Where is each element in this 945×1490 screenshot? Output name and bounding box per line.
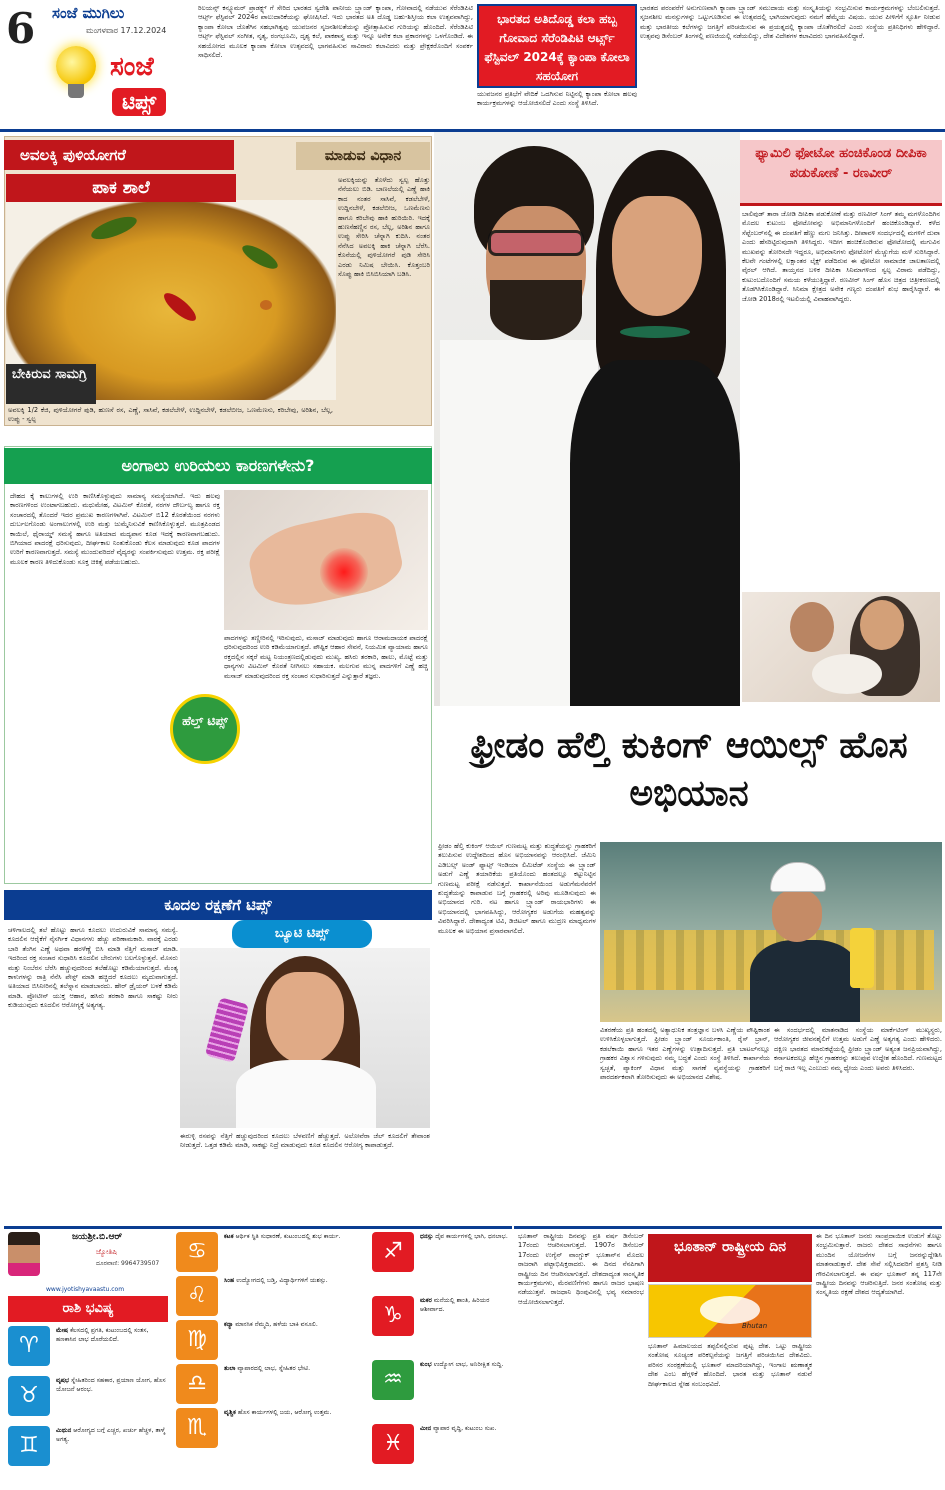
recipe-method-text: ಅವಲಕ್ಕಿಯನ್ನು ತೊಳೆದು ಸ್ವಲ್ಪ ಹೊತ್ತು ನೆನೆಯಲು ಬಿಡಿ. ಬಾಣಲೆಯಲ್ಲಿ ಎಣ್ಣೆ ಹಾಕಿ ಕಾದ ನಂತರ ಸಾಸಿವೆ, ಕಡಲೆಬೇಳೆ, ಉದ್ದಿನಬೇಳೆ, ಕಡಲೆಬೀಜ, ಒಣಮೆಣಸು ಹಾಗೂ ಕರಿಬೇವು ಹಾಕಿ ಹುರಿಯಿರಿ. ಇದಕ್ಕೆ ಹುಣಸೆಹಣ್ಣಿನ ರಸ, ಬೆಲ್ಲ, ಅರಿಶಿನ ಹಾಗೂ ಉಪ್ಪು ಸೇರಿಸಿ ಚೆನ್ನಾಗಿ ಕುದಿಸಿ. ನಂತರ ನೆನೆಸಿದ ಅವಲಕ್ಕಿ ಹಾಕಿ ಚೆನ್ನಾಗಿ ಬೆರೆಸಿ. ಕೊನೆಯಲ್ಲಿ ಪುಳಿಯೋಗರೆ ಪುಡಿ ಸೇರಿಸಿ ಎರಡು ನಿಮಿಷ ಬೇಯಿಸಿ. ಕೊತ್ತಂಬರಿ ಸೊಪ್ಪು ಹಾಕಿ ಬಿಸಿಬಿಸಿಯಾಗಿ ಬಡಿಸಿ.	[338, 176, 430, 279]
health-article-left: ದೇಹದ ಕೈ ಕಾಲುಗಳಲ್ಲಿ ಉರಿ ಕಾಣಿಸಿಕೊಳ್ಳುವುದು ಸಾಮಾನ್ಯ ಸಮಸ್ಯೆಯಾಗಿದೆ. ಇದು ಹಲವು ಕಾರಣಗಳಿಂದ ಉಂಟಾಗಬಹುದು. ಮಧುಮೇಹ, ವಿಟಮಿನ್ ಕೊರತೆ, ನರಗಳ ದೌರ್ಬಲ್ಯ ಹಾಗೂ ರಕ್ತ ಸಂಚಾರದಲ್ಲಿ ತೊಂದರೆ ಇದರ ಪ್ರಮುಖ ಕಾರಣಗಳಾಗಿವೆ. ವಿಟಮಿನ್ ಬಿ12 ಕೊರತೆಯಿಂದ ನರಗಳು ದುರ್ಬಲಗೊಂಡು ಅಂಗಾಲುಗಳಲ್ಲಿ ಉರಿ ಮತ್ತು ಜುಮ್ಮೆನಿಸುವಿಕೆ ಕಾಣಿಸಿಕೊಳ್ಳುತ್ತದೆ. ಮೂತ್ರಪಿಂಡದ ಕಾಯಿಲೆ, ಥೈರಾಯ್ಡ್ ಸಮಸ್ಯೆ ಹಾಗೂ ಅತಿಯಾದ ಮದ್ಯಪಾನ ಕೂಡ ಇದಕ್ಕೆ ಕಾರಣವಾಗಬಹುದು. ಬಿಗಿಯಾದ ಪಾದರಕ್ಷೆ ಧರಿಸುವುದು, ದೀರ್ಘಕಾಲ ನಿಂತುಕೊಂಡು ಕೆಲಸ ಮಾಡುವುದು ಕೂಡ ಪಾದಗಳ ಉರಿಗೆ ಕಾರಣವಾಗುತ್ತದೆ. ಸಮಸ್ಯೆ ಮುಂದುವರಿದರೆ ವೈದ್ಯರನ್ನು ಸಂಪರ್ಕಿಸುವುದು ಉತ್ತಮ. ರಕ್ತ ಪರೀಕ್ಷೆ ಮೂಲಕ ಕಾರಣ ತಿಳಿದುಕೊಂಡು ಸೂಕ್ತ ಚಿಕಿತ್ಸೆ ಪಡೆಯಬಹುದು.	[10, 492, 220, 566]
sign-name: ವೃಶ್ಚಿಕ	[224, 1409, 236, 1416]
oil-article-left: ಫ್ರೀಡಂ ಹೆಲ್ತಿ ಕುಕಿಂಗ್ ಆಯಿಲ್ ಗುಣಮಟ್ಟ ಮತ್ತು ಶುದ್ಧತೆಯನ್ನು ಗ್ರಾಹಕರಿಗೆ ತಲುಪಿಸುವ ಉದ್ದೇಶದಿಂದ ಹೊಸ ಅಭಿಯಾನವನ್ನು ಆರಂಭಿಸಿದೆ. ಜೆಮಿನಿ ಎಡಿಬಲ್ಸ್ ಅಂಡ್ ಫ್ಯಾಟ್ಸ್ ಇಂಡಿಯಾ ಲಿಮಿಟೆಡ್ ಸಂಸ್ಥೆಯ ಈ ಬ್ರ್ಯಾಂಡ್ ಅಡುಗೆ ಎಣ್ಣೆ ತಯಾರಿಕೆಯ ಪ್ರತಿಯೊಂದು ಹಂತದಲ್ಲೂ ಕಟ್ಟುನಿಟ್ಟಿನ ಗುಣಮಟ್ಟ ಪರೀಕ್ಷೆ ನಡೆಸುತ್ತದೆ. ಕಾರ್ಖಾನೆಯಿಂದ ಅಡುಗೆಮನೆವರೆಗೆ ಶುದ್ಧತೆಯನ್ನು ಕಾಪಾಡುವ ಬಗ್ಗೆ ಗ್ರಾಹಕರಲ್ಲಿ ಅರಿವು ಮೂಡಿಸುವುದು ಈ ಅಭಿಯಾನದ ಗುರಿ. ನಟ ಹಾಗೂ ಬ್ರ್ಯಾಂಡ್ ರಾಯಭಾರಿಗಳು ಈ ಅಭಿಯಾನದಲ್ಲಿ ಭಾಗವಹಿಸಿದ್ದು, ಆರೋಗ್ಯಕರ ಅಡುಗೆಯ ಮಹತ್ವವನ್ನು ವಿವರಿಸಿದ್ದಾರೆ. ದೇಶಾದ್ಯಂತ ಟಿವಿ, ಡಿಜಿಟಲ್ ಹಾಗೂ ಮುದ್ರಣ ಮಾಧ್ಯಮಗಳ ಮೂಲಕ ಈ ಅಭಿಯಾನ ಪ್ರಸಾರವಾಗಲಿದೆ.	[438, 842, 596, 935]
newspaper-logo	[52, 4, 124, 22]
family-photo-article: ಬಾಲಿವುಡ್ ತಾರಾ ಜೋಡಿ ದೀಪಿಕಾ ಪಡುಕೋಣೆ ಮತ್ತು ರಣವೀರ್ ಸಿಂಗ್ ತಮ್ಮ ಮಗಳೊಂದಿಗಿನ ಮೊದಲ ಕುಟುಂಬ ಫೋಟೋವನ್ನು ಅಭಿಮಾನಿಗಳೊಂದಿಗೆ ಹಂಚಿಕೊಂಡಿದ್ದಾರೆ. ಕಳೆದ ಸೆಪ್ಟೆಂಬರ್‌ನಲ್ಲಿ ಈ ದಂಪತಿಗೆ ಹೆಣ್ಣು ಮಗು ಜನಿಸಿತ್ತು. ದೀಪಾವಳಿ ಸಂದರ್ಭದಲ್ಲಿ ಮಗಳಿಗೆ ದುವಾ ಎಂದು ಹೆಸರಿಟ್ಟಿರುವುದಾಗಿ ತಿಳಿಸಿದ್ದರು. ಇದೀಗ ಹಂಚಿಕೊಂಡಿರುವ ಫೋಟೋದಲ್ಲಿ ಮಗುವಿನ ಮುಖವನ್ನು ತೋರಿಸದೇ ಇದ್ದರೂ, ಅಭಿಮಾನಿಗಳು ಫೋಟೋಗೆ ಮೆಚ್ಚುಗೆಯ ಮಳೆ ಸುರಿಸಿದ್ದಾರೆ. ಕೆಲವೇ ಗಂಟೆಗಳಲ್ಲಿ ಲಕ್ಷಾಂತರ ಲೈಕ್ಸ್ ಪಡೆದಿರುವ ಈ ಫೋಟೋ ಸಾಮಾಜಿಕ ಜಾಲತಾಣದಲ್ಲಿ ವೈರಲ್ ಆಗಿದೆ. ತಾಯ್ತನದ ಬಳಿಕ ದೀಪಿಕಾ ಸಿನಿಮಾಗಳಿಂದ ಸ್ವಲ್ಪ ವಿರಾಮ ಪಡೆದಿದ್ದು, ಕುಟುಂಬದೊಂದಿಗೆ ಸಮಯ ಕಳೆಯುತ್ತಿದ್ದಾರೆ. ರಣವೀರ್ ಸಿಂಗ್ ಹೊಸ ಚಿತ್ರದ ಚಿತ್ರೀಕರಣದಲ್ಲಿ ತೊಡಗಿಸಿಕೊಂಡಿದ್ದಾರೆ. ಸಿನಿಮಾ ಕ್ಷೇತ್ರದ ಅನೇಕ ಗಣ್ಯರು ದಂಪತಿಗೆ ಶುಭ ಹಾರೈಸಿದ್ದಾರೆ. ಈ ಜೋಡಿ 2018ರಲ್ಲಿ ಇಟಲಿಯಲ್ಲಿ ವಿವಾಹವಾಗಿದ್ದರು.	[742, 210, 940, 303]
virgo-icon: ♍	[176, 1320, 218, 1360]
sign-prediction: ಆರೋಗ್ಯದ ಬಗ್ಗೆ ಎಚ್ಚರ, ಖರ್ಚು ಹೆಚ್ಚಳ, ತಾಳ್ಮೆ ಅಗತ್ಯ.	[56, 1427, 166, 1443]
horoscope-title: ರಾಶಿ ಭವಿಷ್ಯ	[8, 1296, 168, 1322]
zodiac-sign	[8, 1376, 168, 1422]
health-headline: ಅಂಗಾಲು ಉರಿಯಲು ಕಾರಣಗಳೇನು?	[4, 448, 432, 484]
arts-headline: ಭಾರತದ ಅತಿದೊಡ್ಡ ಕಲಾ ಹಬ್ಬ ಗೋವಾದ ಸೆರೆಂಡಿಪಿಟಿ ಆರ್ಟ್ಸ್ ಫೆಸ್ಟಿವಲ್ 2024ಕ್ಕೆ ಕ್ಯಾಂಪಾ ಕೋಲಾ ಸಹಯೋಗ	[477, 4, 637, 88]
scorpio-icon: ♏	[176, 1408, 218, 1448]
woman-face-shape	[266, 972, 344, 1064]
sign-prediction: ಮಾನಸಿಕ ನೆಮ್ಮದಿ, ಹಳೆಯ ಬಾಕಿ ವಸೂಲಿ.	[235, 1321, 318, 1328]
sign-name: ಮೇಷ	[56, 1327, 69, 1334]
method-heading: ಮಾಡುವ ವಿಧಾನ	[296, 142, 430, 170]
astrologer-website: www.jyotishyavaastu.com	[46, 1286, 125, 1293]
sign-name: ಕಟಕ	[224, 1233, 234, 1240]
arts-article-right: ಭಾರತದ ಪರಂಪರೆಗೆ ಅನುಗುಣವಾಗಿ ಕ್ಯಾಂಪಾ ಬ್ರ್ಯಾಂಡ್ ಸಮುದಾಯ ಮತ್ತು ಸಂಸ್ಕೃತಿಯನ್ನು ಸಂಭ್ರಮಿಸುವ ಕಾರ್ಯಕ್ರಮಗಳನ್ನು ಬೆಂಬಲಿಸುತ್ತದೆ. ಸೃಜನಶೀಲ ಮನಸ್ಸುಗಳನ್ನು ಒಟ್ಟುಗೂಡಿಸುವ ಈ ಉತ್ಸವದಲ್ಲಿ ಭಾಗಿಯಾಗುವುದು ನಮಗೆ ಹೆಮ್ಮೆಯ ವಿಷಯ. ಯುವ ಪೀಳಿಗೆಗೆ ಸ್ಫೂರ್ತಿ ನೀಡುವ ಮತ್ತು ಭಾರತೀಯ ಕಲೆಗಳನ್ನು ಜಗತ್ತಿಗೆ ಪರಿಚಯಿಸುವ ಈ ಪ್ರಯತ್ನದಲ್ಲಿ ಕ್ಯಾಂಪಾ ಜೊತೆಗಿರಲಿದೆ ಎಂದು ಸಂಸ್ಥೆಯ ಪ್ರತಿನಿಧಿಗಳು ಹೇಳಿದ್ದಾರೆ. ಉತ್ಸವವು ಡಿಸೆಂಬರ್ ತಿಂಗಳಲ್ಲಿ ಪಣಜಿಯಲ್ಲಿ ನಡೆಯಲಿದ್ದು, ದೇಶ ವಿದೇಶಗಳ ಕಲಾವಿದರು ಭಾಗವಹಿಸಲಿದ್ದಾರೆ.	[640, 4, 940, 41]
astrologer-name: ಜಯಶ್ರೀ.ಬಿ.ಆರ್	[72, 1232, 123, 1242]
zodiac-sign	[176, 1364, 366, 1404]
paper-name-1: ಸಂಜೆ	[52, 4, 78, 22]
zodiac-sign	[176, 1232, 366, 1272]
lightbulb-base-icon	[68, 84, 84, 98]
taurus-icon: ♉	[8, 1376, 50, 1416]
zodiac-sign	[372, 1296, 510, 1336]
oil-article-middle: ವಿತರಣೆಯ ಪ್ರತಿ ಹಂತದಲ್ಲಿ ಅತ್ಯಾಧುನಿಕ ತಂತ್ರಜ್ಞಾನ ಬಳಸಿ ಎಣ್ಣೆಯ ಪೌಷ್ಟಿಕಾಂಶ ಉಳಿಸಿಕೊಳ್ಳಲಾಗುತ್ತದೆ. ಫ್ರೀಡಂ ಬ್ರ್ಯಾಂಡ್ ಸೂರ್ಯಕಾಂತಿ, ರೈಸ್ ಬ್ರಾನ್, ಕಡಲೆಕಾಯಿ ಹಾಗೂ ಇತರ ಎಣ್ಣೆಗಳನ್ನು ಉತ್ಪಾದಿಸುತ್ತದೆ. ಪ್ರತಿ ಬಾಟಲ್‌ನಲ್ಲೂ ಗ್ರಾಹಕರ ವಿಶ್ವಾಸ ಗಳಿಸುವುದು ನಮ್ಮ ಬದ್ಧತೆ ಎಂದು ಸಂಸ್ಥೆ ತಿಳಿಸಿದೆ. ಕಾರ್ಖಾನೆಯ ಸ್ವಚ್ಛತೆ, ಪ್ಯಾಕಿಂಗ್ ವಿಧಾನ ಮತ್ತು ಸಾಗಣೆ ವ್ಯವಸ್ಥೆಯನ್ನು ಗ್ರಾಹಕರಿಗೆ ಪಾರದರ್ಶಕವಾಗಿ ತೋರಿಸುವುದು ಈ ಅಭಿಯಾನದ ವಿಶೇಷ.	[600, 1026, 770, 1082]
beauty-tips-badge: ಬ್ಯೂಟಿ ಟಿಪ್ಸ್	[232, 920, 372, 948]
sign-prediction: ಉದ್ಯೋಗದಲ್ಲಿ ಬಡ್ತಿ, ವಿದ್ಯಾರ್ಥಿಗಳಿಗೆ ಯಶಸ್ಸು.	[236, 1277, 328, 1284]
kitchen-tag: ಪಾಕ ಶಾಲೆ	[6, 174, 236, 202]
woman-dress-shape	[570, 360, 740, 706]
publication-date: ಮಂಗಳವಾರ 17.12.2024	[86, 26, 167, 35]
oil-campaign-headline: ಫ್ರೀಡಂ ಹೆಲ್ತಿ ಕುಕಿಂಗ್ ಆಯಿಲ್ಸ್ ಹೊಸ ಅಭಿಯಾನ	[434, 706, 944, 838]
paper-name-2: ಮುಗಿಲು	[82, 4, 125, 22]
sign-prediction: ಆರ್ಥಿಕ ಸ್ಥಿತಿ ಸುಧಾರಣೆ, ಕುಟುಂಬದಲ್ಲಿ ಶುಭ ಕಾರ್ಯ.	[235, 1233, 341, 1240]
zodiac-sign	[8, 1326, 168, 1372]
arts-article-middle: ಯುವಜನರ ಪ್ರತಿಭೆಗೆ ವೇದಿಕೆ ಒದಗಿಸುವ ನಿಟ್ಟಿನಲ್ಲಿ ಕ್ಯಾಂಪಾ ಕೋಲಾ ಹಲವು ಕಾರ್ಯಕ್ರಮಗಳನ್ನು ಆಯೋಜಿಸಲಿದೆ ಎಂದು ಸಂಸ್ಥೆ ತಿಳಿಸಿದೆ.	[477, 90, 637, 108]
worker-face-shape	[772, 890, 822, 942]
zodiac-sign	[372, 1360, 510, 1400]
zodiac-sign	[372, 1424, 510, 1464]
necklace-shape	[620, 326, 690, 338]
dragon-icon	[700, 1296, 760, 1324]
sign-prediction: ದೈವ ಕಾರ್ಯಗಳಲ್ಲಿ ಭಾಗಿ, ಧನಲಾಭ.	[435, 1233, 508, 1240]
sunglasses-shape	[488, 230, 584, 256]
arts-article-intro: ರಿಲಯನ್ಸ್ ಕನ್ಸ್ಯೂಮರ್ ಪ್ರಾಡಕ್ಟ್ಸ್ ಗೆ ಸೇರಿದ ಭಾರತದ ಸ್ವದೇಶಿ ಪಾನೀಯ ಬ್ರ್ಯಾಂಡ್ ಕ್ಯಾಂಪಾ, ಗೋವಾದಲ್ಲಿ ನಡೆಯುವ ಸೆರೆಂಡಿಪಿಟಿ ಆರ್ಟ್ಸ್ ಫೆಸ್ಟಿವಲ್ 2024ರ ಪಾಲುದಾರಿಕೆಯನ್ನು ಘೋಷಿಸಿದೆ. ಇದು ಭಾರತದ ಅತಿ ದೊಡ್ಡ ಬಹು-ಶಿಸ್ತೀಯ ಕಲಾ ಉತ್ಸವವಾಗಿದ್ದು, ಕ್ಯಾಂಪಾ ಕೋಲಾ ಜೊತೆಗಿನ ಸಹಭಾಗಿತ್ವವು ಯುವಜನರ ಸೃಜನಶೀಲತೆಯನ್ನು ಪ್ರೋತ್ಸಾಹಿಸುವ ಗುರಿಯನ್ನು ಹೊಂದಿದೆ. ಸೆರೆಂಡಿಪಿಟಿ ಆರ್ಟ್ಸ್ ಫೆಸ್ಟಿವಲ್ ಸಂಗೀತ, ನೃತ್ಯ, ರಂಗಭೂಮಿ, ದೃಶ್ಯ ಕಲೆ, ಪಾಕಶಾಸ್ತ್ರ ಮತ್ತು ಇನ್ನೂ ಅನೇಕ ಕಲಾ ಪ್ರಕಾರಗಳನ್ನು ಒಳಗೊಂಡಿದೆ. ಈ ಸಹಯೋಗದ ಮೂಲಕ ಕ್ಯಾಂಪಾ ಕೋಲಾ ಉತ್ಸವದಲ್ಲಿ ಭಾಗವಹಿಸುವ ಸಾವಿರಾರು ಕಲಾವಿದರು ಮತ್ತು ಪ್ರೇಕ್ಷಕರೊಂದಿಗೆ ಸಂಪರ್ಕ ಸಾಧಿಸಲಿದೆ.	[198, 4, 473, 60]
sign-prediction: ವ್ಯಾಪಾರದಲ್ಲಿ ಲಾಭ, ಸ್ನೇಹಿತರ ಭೇಟಿ.	[237, 1365, 311, 1372]
sign-name: ವೃಷಭ	[56, 1377, 70, 1384]
pain-spot-icon	[320, 548, 368, 596]
sign-name: ಕನ್ಯಾ	[224, 1321, 234, 1328]
man-beard-shape	[490, 280, 582, 340]
aquarius-icon: ♒	[372, 1360, 414, 1400]
worker-body-shape	[750, 940, 860, 1022]
oil-article-right: ಈ ಸಂದರ್ಭದಲ್ಲಿ ಮಾತನಾಡಿದ ಸಂಸ್ಥೆಯ ಮಾರ್ಕೆಟಿಂಗ್ ಮುಖ್ಯಸ್ಥರು, ಆರೋಗ್ಯಕರ ಜೀವನಶೈಲಿಗೆ ಉತ್ತಮ ಅಡುಗೆ ಎಣ್ಣೆ ಅತ್ಯಗತ್ಯ ಎಂದು ಹೇಳಿದರು. ದಕ್ಷಿಣ ಭಾರತದ ಮಾರುಕಟ್ಟೆಯಲ್ಲಿ ಫ್ರೀಡಂ ಬ್ರ್ಯಾಂಡ್ ಅತ್ಯಂತ ಜನಪ್ರಿಯವಾಗಿದ್ದು, ಕರ್ನಾಟಕದಲ್ಲೂ ಹೆಚ್ಚಿನ ಗ್ರಾಹಕರನ್ನು ತಲುಪುವ ಉದ್ದೇಶ ಹೊಂದಿದೆ. ಗುಣಮಟ್ಟದ ಬಗ್ಗೆ ರಾಜಿ ಇಲ್ಲ ಎಂಬುದು ನಮ್ಮ ಧ್ಯೇಯ ಎಂದು ಅವರು ತಿಳಿಸಿದರು.	[774, 1026, 942, 1072]
pisces-icon: ♓	[372, 1424, 414, 1464]
sign-name: ತುಲಾ	[224, 1365, 236, 1372]
sign-name: ಧನಸ್ಸು	[420, 1233, 434, 1240]
leo-icon: ♌	[176, 1276, 218, 1316]
hair-care-headline: ಕೂದಲ ರಕ್ಷಣೆಗೆ ಟಿಪ್ಸ್	[4, 890, 432, 920]
bhutan-article-right: ಈ ದಿನ ಭೂತಾನ್ ಜನರು ಸಾಂಪ್ರದಾಯಿಕ ಉಡುಗೆ ತೊಟ್ಟು ಸಂಭ್ರಮಿಸುತ್ತಾರೆ. ರಾಜರು ದೇಶದ ಸಾಧನೆಗಳು ಹಾಗೂ ಮುಂದಿನ ಯೋಜನೆಗಳ ಬಗ್ಗೆ ಜನರನ್ನುದ್ದೇಶಿಸಿ ಮಾತನಾಡುತ್ತಾರೆ. ದೇಶ ಸೇವೆ ಸಲ್ಲಿಸಿದವರಿಗೆ ಪ್ರಶಸ್ತಿ ನೀಡಿ ಗೌರವಿಸಲಾಗುತ್ತದೆ. ಈ ವರ್ಷ ಭೂತಾನ್ ತನ್ನ 117ನೇ ರಾಷ್ಟ್ರೀಯ ದಿನವನ್ನು ಆಚರಿಸುತ್ತಿದೆ. ಜನರ ಸಂತೋಷ ಮತ್ತು ಸಂಸ್ಕೃತಿಯ ರಕ್ಷಣೆ ದೇಶದ ಆದ್ಯತೆಯಾಗಿದೆ.	[816, 1232, 942, 1297]
sign-prediction: ಹೊಸ ಕಾರ್ಯಗಳಲ್ಲಿ ಜಯ, ಆರೋಗ್ಯ ಉತ್ತಮ.	[237, 1409, 332, 1416]
peanut-shape	[260, 300, 272, 310]
sign-prediction: ವ್ಯಾಪಾರ ವೃದ್ಧಿ, ಕುಟುಂಬ ಸುಖ.	[433, 1425, 497, 1432]
flag-caption: Bhutan	[742, 1322, 768, 1330]
woman-face-shape	[612, 196, 702, 316]
zodiac-sign	[372, 1232, 510, 1272]
hair-article-left: ಚಳಿಗಾಲದಲ್ಲಿ ತಲೆ ಹೊಟ್ಟು ಹಾಗೂ ಕೂದಲು ಉದುರುವಿಕೆ ಸಾಮಾನ್ಯ ಸಮಸ್ಯೆ. ಕೂದಲಿನ ಆರೈಕೆಗೆ ನೈಸರ್ಗಿಕ ವಿಧಾನಗಳು ಹೆಚ್ಚು ಪರಿಣಾಮಕಾರಿ. ವಾರಕ್ಕೆ ಎರಡು ಬಾರಿ ತೆಂಗಿನ ಎಣ್ಣೆ ಅಥವಾ ಹರಳೆಣ್ಣೆ ಬಿಸಿ ಮಾಡಿ ನೆತ್ತಿಗೆ ಮಸಾಜ್ ಮಾಡಿ. ಇದರಿಂದ ರಕ್ತ ಸಂಚಾರ ಸುಧಾರಿಸಿ ಕೂದಲಿನ ಬೇರುಗಳು ಬಲಗೊಳ್ಳುತ್ತವೆ. ಮೊಸರು ಮತ್ತು ನಿಂಬೆರಸ ಬೆರೆಸಿ ಹಚ್ಚುವುದರಿಂದ ತಲೆಹೊಟ್ಟು ಕಡಿಮೆಯಾಗುತ್ತದೆ. ಮೆಂತ್ಯ ಕಾಳುಗಳನ್ನು ರಾತ್ರಿ ನೆನೆಸಿ ಪೇಸ್ಟ್ ಮಾಡಿ ಹಚ್ಚಿದರೆ ಕೂದಲು ಮೃದುವಾಗುತ್ತದೆ. ಅತಿಯಾದ ಬಿಸಿನೀರಿನಲ್ಲಿ ತಲೆಸ್ನಾನ ಮಾಡಬಾರದು. ಹೇರ್ ಡ್ರೈಯರ್ ಬಳಕೆ ಕಡಿಮೆ ಮಾಡಿ. ಪ್ರೋಟೀನ್ ಯುಕ್ತ ಆಹಾರ, ಹಸಿರು ತರಕಾರಿ ಹಾಗೂ ಸಾಕಷ್ಟು ನೀರು ಕುಡಿಯುವುದು ಕೂದಲಿನ ಆರೋಗ್ಯಕ್ಕೆ ಅತ್ಯಗತ್ಯ.	[8, 926, 178, 1010]
ingredients-heading: ಬೇಕಿರುವ ಸಾಮಗ್ರಿ	[6, 364, 96, 404]
father-head-shape	[790, 602, 834, 652]
sign-name: ಮಕರ	[420, 1297, 432, 1304]
zodiac-sign	[8, 1426, 168, 1472]
bhutan-article-left: ಭೂತಾನ್ ರಾಷ್ಟ್ರೀಯ ದಿನವನ್ನು ಪ್ರತಿ ವರ್ಷ ಡಿಸೆಂಬರ್ 17ರಂದು ಆಚರಿಸಲಾಗುತ್ತದೆ. 1907ರ ಡಿಸೆಂಬರ್ 17ರಂದು ಉಗ್ಯೆನ್ ವಾಂಗ್ಚುಕ್ ಭೂತಾನ್‌ನ ಮೊದಲ ರಾಜರಾಗಿ ಪಟ್ಟಾಭಿಷಿಕ್ತರಾದರು. ಈ ದಿನದ ನೆನಪಿಗಾಗಿ ರಾಷ್ಟ್ರೀಯ ದಿನ ಆಚರಿಸಲಾಗುತ್ತದೆ. ದೇಶದಾದ್ಯಂತ ಸಾಂಸ್ಕೃತಿಕ ಕಾರ್ಯಕ್ರಮಗಳು, ಮೆರವಣಿಗೆಗಳು ಹಾಗೂ ರಾಜರ ಭಾಷಣ ನಡೆಯುತ್ತವೆ. ರಾಜಧಾನಿ ಥಿಂಪುವಿನಲ್ಲಿ ಭವ್ಯ ಸಮಾರಂಭ ಆಯೋಜಿಸಲಾಗುತ್ತದೆ.	[518, 1232, 644, 1306]
sign-prediction: ಉದ್ಯೋಗ ಲಾಭ, ಅನಿರೀಕ್ಷಿತ ಸುದ್ದಿ.	[433, 1361, 504, 1368]
sign-name: ಮಿಥುನ	[56, 1427, 72, 1434]
health-tips-badge: ಹೆಲ್ತ್ ಟಿಪ್ಸ್	[170, 694, 240, 764]
gemini-icon: ♊	[8, 1426, 50, 1466]
zodiac-sign	[176, 1320, 366, 1360]
sign-name: ಮೀನ	[420, 1425, 432, 1432]
sign-name: ಕುಂಭ	[420, 1361, 432, 1368]
woman-shirt-shape	[236, 1060, 376, 1128]
aries-icon: ♈	[8, 1326, 50, 1366]
recipe-title: ಅವಲಕ್ಕಿ ಪುಳಿಯೋಗರೆ	[4, 140, 234, 170]
bhutan-headline: ಭೂತಾನ್ ರಾಷ್ಟ್ರೀಯ ದಿನ	[648, 1234, 812, 1282]
section-logo-top: ಸಂಜೆ	[110, 52, 154, 82]
zodiac-sign	[176, 1408, 366, 1448]
sign-prediction: ಕೆಲಸದಲ್ಲಿ ಪ್ರಗತಿ, ಕುಟುಂಬದಲ್ಲಿ ಸಂತಸ, ಹಣಕಾಸಿನ ಲಾಭ ದೊರೆಯಲಿದೆ.	[56, 1327, 149, 1343]
health-article-right: ಪಾದಗಳನ್ನು ತಣ್ಣೀರಿನಲ್ಲಿ ಇರಿಸುವುದು, ಮಸಾಜ್ ಮಾಡುವುದು ಹಾಗೂ ಆರಾಮದಾಯಕ ಪಾದರಕ್ಷೆ ಧರಿಸುವುದರಿಂದ ಉರಿ ಕಡಿಮೆಯಾಗುತ್ತದೆ. ಪೌಷ್ಟಿಕ ಆಹಾರ ಸೇವನೆ, ನಿಯಮಿತ ವ್ಯಾಯಾಮ ಹಾಗೂ ರಕ್ತದಲ್ಲಿನ ಸಕ್ಕರೆ ಮಟ್ಟ ನಿಯಂತ್ರಣದಲ್ಲಿಡುವುದು ಮುಖ್ಯ. ಹಸಿರು ತರಕಾರಿ, ಹಾಲು, ಮೊಟ್ಟೆ ಮತ್ತು ಧಾನ್ಯಗಳು ವಿಟಮಿನ್ ಕೊರತೆ ನೀಗಿಸಲು ಸಹಾಯಕ. ಮಲಗುವ ಮುನ್ನ ಪಾದಗಳಿಗೆ ಎಣ್ಣೆ ಹಚ್ಚಿ ಮಸಾಜ್ ಮಾಡುವುದರಿಂದ ರಕ್ತ ಸಂಚಾರ ಸುಧಾರಿಸುತ್ತದೆ ಎನ್ನುತ್ತಾರೆ ತಜ್ಞರು.	[224, 634, 428, 680]
cancer-icon: ♋	[176, 1232, 218, 1272]
family-photo-headline: ಫ್ಯಾಮಿಲಿ ಫೋಟೋ ಹಂಚಿಕೊಂಡ ದೀಪಿಕಾ ಪಡುಕೋಣೆ - ರಣವೀರ್	[740, 140, 942, 206]
astrologer-role: ಜ್ಯೋತಿಷಿ	[96, 1248, 117, 1256]
libra-icon: ♎	[176, 1364, 218, 1404]
lightbulb-icon	[56, 46, 96, 86]
astrologer-avatar	[8, 1232, 40, 1276]
sign-prediction: ಮನೆಯಲ್ಲಿ ಶಾಂತಿ, ಹಿರಿಯರ ಆಶೀರ್ವಾದ.	[420, 1297, 490, 1313]
oil-bottle-icon	[850, 928, 874, 988]
bhutan-article-middle: ಭೂತಾನ್ ಹಿಮಾಲಯದ ತಪ್ಪಲಿನಲ್ಲಿರುವ ಪುಟ್ಟ ದೇಶ. ಒಟ್ಟು ರಾಷ್ಟ್ರೀಯ ಸಂತೋಷ ಸೂಚ್ಯಂಕ ಪರಿಕಲ್ಪನೆಯನ್ನು ಜಗತ್ತಿಗೆ ಪರಿಚಯಿಸಿದ ದೇಶವಿದು. ಪರಿಸರ ಸಂರಕ್ಷಣೆಯಲ್ಲಿ ಭೂತಾನ್ ಮಾದರಿಯಾಗಿದ್ದು, ಇಂಗಾಲ ಋಣಾತ್ಮಕ ದೇಶ ಎಂಬ ಹೆಗ್ಗಳಿಕೆ ಹೊಂದಿದೆ. ಭಾರತ ಮತ್ತು ಭೂತಾನ್ ನಡುವೆ ದೀರ್ಘಕಾಲದ ಸ್ನೇಹ ಸಂಬಂಧವಿದೆ.	[648, 1342, 812, 1388]
recipe-ingredients-text: ಅವಲಕ್ಕಿ 1/2 ಕೆಜಿ, ಪುಳಿಯೋಗರೆ ಪುಡಿ, ಹುಣಸೆ ರಸ, ಎಣ್ಣೆ, ಸಾಸಿವೆ, ಕಡಲೆಬೇಳೆ, ಉದ್ದಿನಬೇಳೆ, ಕಡಲೆಬೀಜ, ಒಣಮೆಣಸು, ಕರಿಬೇವು, ಅರಿಶಿನ, ಬೆಲ್ಲ, ಉಪ್ಪು - ಸ್ವಲ್ಪ	[8, 406, 333, 424]
sagittarius-icon: ♐	[372, 1232, 414, 1272]
hair-article-bottom: ಈರುಳ್ಳಿ ರಸವನ್ನು ನೆತ್ತಿಗೆ ಹಚ್ಚುವುದರಿಂದ ಕೂದಲು ಬೆಳವಣಿಗೆ ಹೆಚ್ಚುತ್ತದೆ. ಅಲೋವೆರಾ ಜೆಲ್ ಕೂದಲಿಗೆ ತೇವಾಂಶ ನೀಡುತ್ತದೆ. ಒತ್ತಡ ಕಡಿಮೆ ಮಾಡಿ, ಸಾಕಷ್ಟು ನಿದ್ರೆ ಮಾಡುವುದು ಕೂಡ ಕೂದಲಿನ ಆರೋಗ್ಯ ಕಾಪಾಡುತ್ತದೆ.	[180, 1132, 430, 1150]
astrologer-phone: ದೂರವಾಣಿ: 9964739507	[96, 1260, 160, 1267]
capricorn-icon: ♑	[372, 1296, 414, 1336]
page-number: 6	[6, 4, 36, 53]
baby-shape	[812, 654, 882, 694]
section-logo-bottom: ಟಿಪ್ಸ್	[112, 88, 166, 116]
mother-head-shape	[860, 600, 904, 650]
sign-name: ಸಿಂಹ	[224, 1277, 235, 1284]
zodiac-sign	[176, 1276, 366, 1316]
sign-prediction: ಸ್ನೇಹಿತರಿಂದ ಸಹಕಾರ, ಪ್ರಯಾಣ ಯೋಗ, ಹೊಸ ಯೋಜನೆ ಆರಂಭ.	[56, 1377, 166, 1393]
